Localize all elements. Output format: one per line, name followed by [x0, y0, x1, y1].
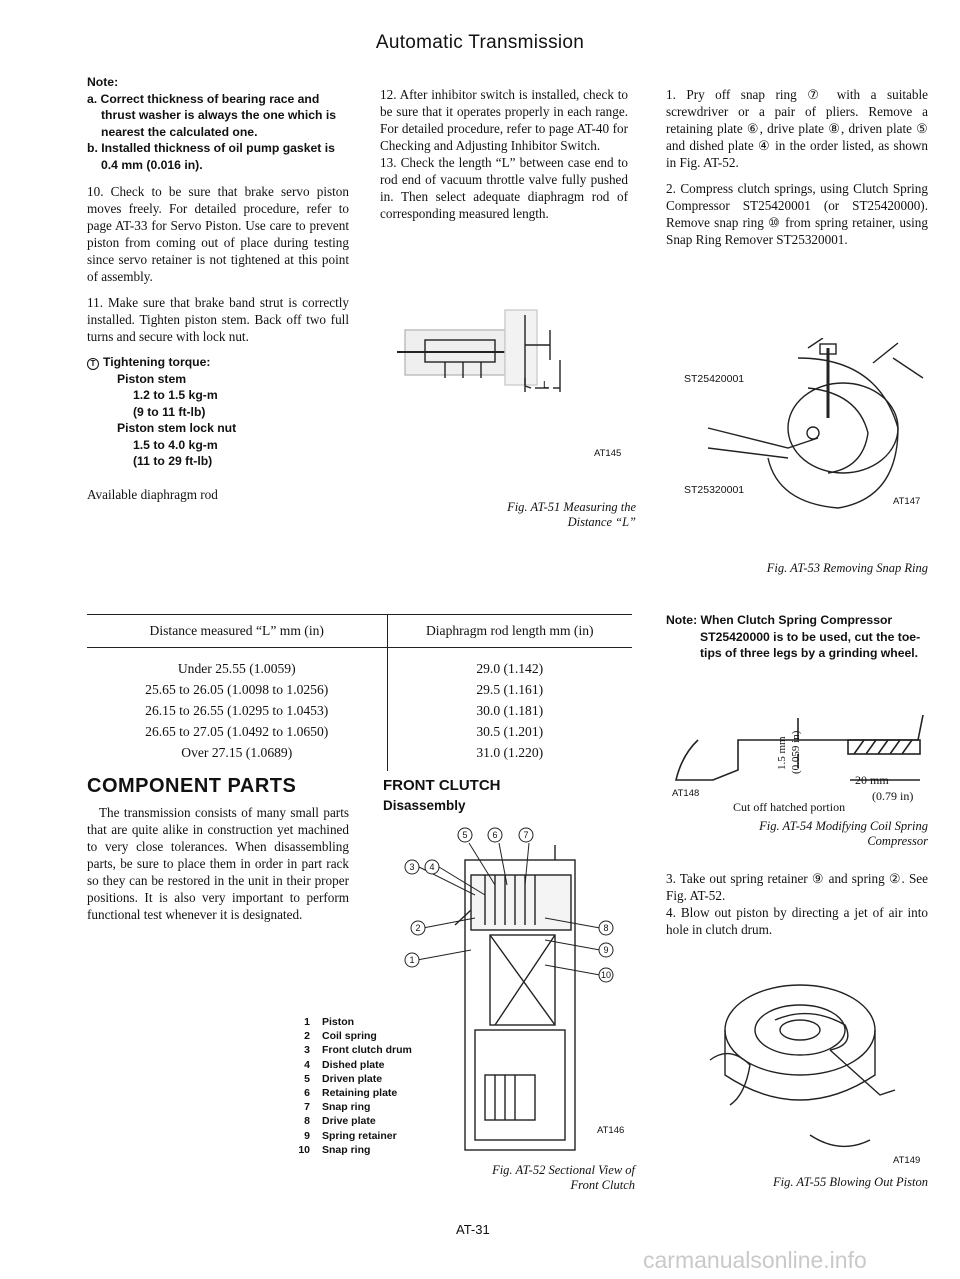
- callout-2: 2: [415, 923, 421, 933]
- legend-item: 9 Spring retainer: [304, 1129, 397, 1142]
- torque-line-2: 1.2 to 1.5 kg-m: [133, 388, 218, 402]
- available-diaphragm-rod: Available diaphragm rod: [87, 486, 218, 502]
- fig-at52-legend: [288, 1015, 412, 1157]
- right-column: [666, 86, 928, 257]
- table-cell: 25.65 to 26.05 (1.0098 to 1.0256): [145, 682, 329, 697]
- legend-item: 3 Front clutch drum: [304, 1044, 412, 1057]
- callout-1: 1: [409, 955, 415, 965]
- torque-line-5: 1.5 to 4.0 kg-m: [133, 437, 218, 452]
- fig-at53-id: AT147: [893, 496, 921, 507]
- table-cell: 31.0 (1.220): [387, 742, 632, 771]
- legend-item: 1 Piston: [304, 1016, 355, 1028]
- fig-at55-illustration: [680, 965, 930, 1175]
- fig-at54-dim-3: 20 mm: [855, 773, 889, 787]
- table-cell: Over 27.15 (1.0689): [181, 745, 293, 760]
- fig-at53-caption: Fig. AT-53 Removing Snap Ring: [766, 561, 928, 575]
- torque-line-3: (9 to 11 ft-lb): [133, 404, 206, 419]
- table-cell: 29.0 (1.142): [387, 648, 632, 680]
- table-cell: 30.0 (1.181): [387, 700, 632, 721]
- fig-at52-diagram: [395, 815, 635, 1165]
- component-parts-heading: COMPONENT PARTS: [87, 775, 297, 797]
- torque-line-6: (11 to 29 ft-lb): [133, 454, 213, 468]
- table-cell: 29.5 (1.161): [387, 679, 632, 700]
- callout-8: 8: [603, 923, 609, 933]
- torque-line-1: Piston stem: [117, 371, 187, 386]
- disassembly-heading: Disassembly: [383, 798, 466, 813]
- middle-column: [380, 86, 628, 231]
- fig-at51-id: AT145: [594, 448, 622, 459]
- step-4: 4. Blow out piston by directing a jet of air into hole in clutch drum.: [666, 905, 928, 937]
- fig-at54-cut-label: Cut off hatched portion: [733, 800, 846, 814]
- fig-at54-dim-4: (0.79 in): [872, 789, 914, 803]
- torque-line-4: Piston stem lock nut: [117, 421, 237, 435]
- torque-block: [87, 354, 349, 470]
- component-parts-body: The transmission consists of many small parts that are quite alike in construction yet machined to very close tolerances. When disassembling parts, be sure to place them in order in part rack so they can be restored in the unit in their proper positions. It is also very important to perform functional test whenever it is designated.: [87, 805, 349, 922]
- legend-item: 8 Drive plate: [304, 1115, 376, 1128]
- fig-at54-caption-line: Fig. AT-54 Modifying Coil Spring: [759, 819, 928, 833]
- fig-at54-dim-1: 1.5 mm: [776, 736, 788, 770]
- watermark: carmanualsonline.info: [643, 1247, 867, 1273]
- torque-icon: T: [87, 358, 99, 370]
- step-3: 3. Take out spring retainer ⑨ and spring ②. See Fig. AT-52.: [666, 871, 928, 903]
- callout-3: 3: [409, 862, 415, 872]
- step-11: 11. Make sure that brake band strut is correctly installed. Tighten piston stem. Back off two full turns and secure with lock nut.: [87, 295, 349, 344]
- fig-at53-label-1: ST25420001: [684, 373, 745, 385]
- callout-4: 4: [429, 862, 435, 872]
- step-1: 1. Pry off snap ring ⑦ with a suitable screwdriver or a pair of pliers. Remove a retaining plate ⑥, drive plate ⑧, driven plate ⑤ and dished plate ④ in the order listed, as shown in Fig. AT-52.: [666, 87, 928, 170]
- callout-10: 10: [600, 970, 612, 980]
- table-cell: 26.15 to 26.55 (1.0295 to 1.0453): [145, 703, 329, 718]
- note-a: a. Correct thickness of bearing race and thrust washer is always the one which is nearest the calculated one.: [87, 91, 337, 139]
- note-b: b. Installed thickness of oil pump gasket is 0.4 mm (0.016 in).: [87, 141, 335, 172]
- fig-at54-caption-line: Compressor: [867, 834, 928, 848]
- step-10: 10. Check to be sure that brake servo piston moves freely. For detailed procedure, refer to page AT-33 for Servo Piston. Use care to prevent piston from coming out of place during testing since servo retainer is not tightened at this point of assembly.: [87, 184, 349, 284]
- table-cell: Under 25.55 (1.0059): [177, 661, 296, 676]
- step-2: 2. Compress clutch springs, using Clutch Spring Compressor ST25420001 (or ST25420000). Remove snap ring ⑩ from spring retainer, using Snap Ring Remover ST25320001.: [666, 181, 928, 247]
- page-number: AT-31: [456, 1222, 490, 1237]
- fig-at55-caption: Fig. AT-55 Blowing Out Piston: [773, 1175, 928, 1189]
- table-cell: 30.5 (1.201): [387, 721, 632, 742]
- fig-at54-dim-2: (0.059 in): [790, 730, 802, 774]
- fig-at51-diagram: [385, 300, 635, 440]
- fig-at52-caption: [425, 1163, 635, 1193]
- legend-item: 5 Driven plate: [304, 1072, 383, 1085]
- fig-at53-label-2: ST25320001: [684, 484, 745, 496]
- table-header-rod-length: Diaphragm rod length mm (in): [387, 615, 632, 648]
- table-cell: 26.65 to 27.05 (1.0492 to 1.0650): [145, 724, 329, 739]
- legend-item: 10 Snap ring: [298, 1143, 371, 1156]
- legend-item: 4 Dished plate: [304, 1058, 385, 1071]
- callout-6: 6: [492, 830, 498, 840]
- diaphragm-table: [87, 614, 632, 771]
- right-column-lower: [666, 870, 928, 938]
- page-header: Automatic Transmission: [375, 32, 585, 53]
- step-13: 13. Check the length “L” between case end to rod end of vacuum throttle valve fully pushed in. Then select adequate diaphragm rod of corresponding measured length.: [380, 155, 628, 221]
- callout-5: 5: [462, 830, 468, 840]
- legend-item: 7 Snap ring: [304, 1101, 371, 1114]
- fig-at54-caption: [690, 819, 928, 849]
- fig-at51-L-label: L: [543, 380, 549, 391]
- legend-item: 2 Coil spring: [304, 1030, 377, 1043]
- callout-9: 9: [603, 945, 609, 955]
- left-column: [87, 74, 349, 503]
- right-note: Note: When Clutch Spring Compressor ST25420000 is to be used, cut the toe-tips of three legs by a grinding wheel.: [666, 613, 921, 660]
- front-clutch-heading: FRONT CLUTCH: [383, 777, 501, 794]
- callout-7: 7: [523, 830, 529, 840]
- step-12: 12. After inhibitor switch is installed, check to be sure that it operates properly in each range. For detailed procedure, refer to page AT-40 for Checking and Adjusting Inhibitor Switch.: [380, 87, 628, 153]
- fig-at52-caption-line: Front Clutch: [570, 1178, 635, 1192]
- torque-title: Tightening torque:: [103, 355, 211, 369]
- fig-at52-caption-line: Fig. AT-52 Sectional View of: [492, 1163, 635, 1177]
- note-label: Note:: [87, 75, 119, 89]
- fig-at52-id: AT146: [597, 1125, 625, 1136]
- fig-at55-id: AT149: [893, 1155, 921, 1166]
- fig-at54-id: AT148: [672, 788, 700, 799]
- legend-item: 6 Retaining plate: [304, 1087, 398, 1100]
- table-header-distance: Distance measured “L” mm (in): [87, 615, 387, 648]
- fig-at51-caption: Fig. AT-51 Measuring the Distance “L”: [507, 500, 636, 529]
